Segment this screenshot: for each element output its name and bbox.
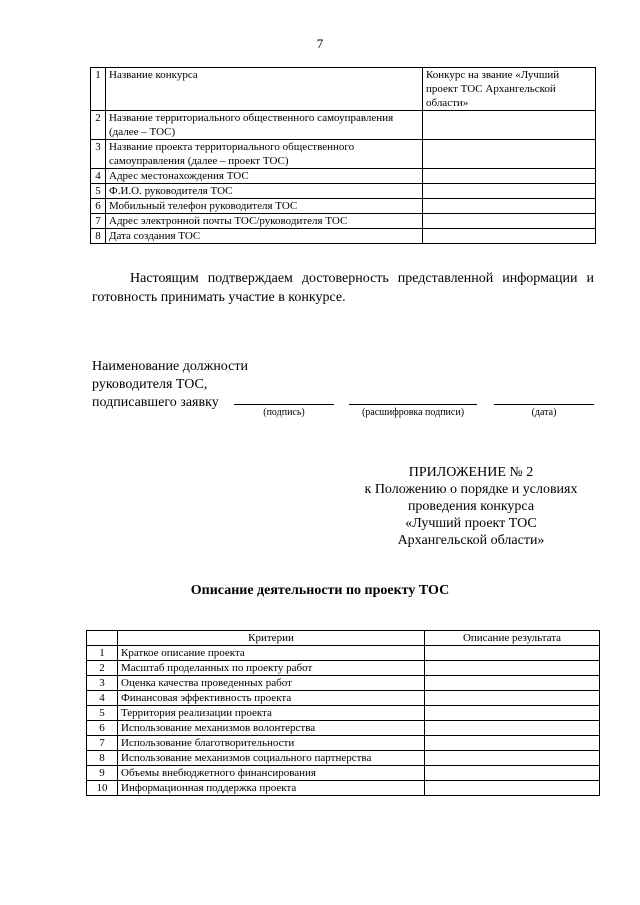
row-number: 9	[87, 766, 118, 781]
row-value[interactable]	[423, 169, 596, 184]
row-number: 3	[87, 676, 118, 691]
row-label: Ф.И.О. руководителя ТОС	[106, 184, 423, 199]
signature-caption: (подпись)	[263, 407, 305, 418]
signature-decoding-caption: (расшифровка подписи)	[361, 407, 465, 418]
row-number: 6	[91, 199, 106, 214]
row-number: 3	[91, 140, 106, 169]
row-number: 2	[91, 111, 106, 140]
row-value[interactable]	[423, 184, 596, 199]
row-criteria: Информационная поддержка проекта	[118, 781, 425, 796]
row-label: Мобильный телефон руководителя ТОС	[106, 199, 423, 214]
row-number: 10	[87, 781, 118, 796]
header-result: Описание результата	[425, 631, 600, 646]
table-row	[91, 214, 596, 229]
confirmation-paragraph	[92, 269, 594, 307]
row-result[interactable]	[425, 706, 600, 721]
signature-decoding-line[interactable]	[349, 404, 477, 405]
appendix-line: к Положению о порядке и условиях	[364, 482, 578, 497]
table-header-row	[87, 631, 600, 646]
row-criteria: Территория реализации проекта	[118, 706, 425, 721]
table-row	[91, 169, 596, 184]
table-row	[87, 736, 600, 751]
confirmation-text: Настоящим подтверждаем достоверность представленной информации и готовность принимать участие в конкурсе.	[92, 271, 594, 305]
appendix-line: Архангельской области»	[397, 533, 545, 548]
row-label: Название территориального общественного самоуправления (далее – ТОС)	[106, 111, 423, 140]
table-row	[91, 140, 596, 169]
row-number: 7	[91, 214, 106, 229]
row-result[interactable]	[425, 691, 600, 706]
page-number: 7	[316, 36, 324, 51]
row-label: Адрес электронной почты ТОС/руководителя ТОС	[106, 214, 423, 229]
row-result[interactable]	[425, 736, 600, 751]
row-value[interactable]: Конкурс на звание «Лучший проект ТОС Архангельской области»	[423, 68, 596, 111]
appendix-header	[320, 464, 622, 549]
appendix-line: ПРИЛОЖЕНИЕ № 2	[408, 465, 534, 480]
table-row	[87, 676, 600, 691]
table-row	[87, 721, 600, 736]
row-value[interactable]	[423, 111, 596, 140]
table-row	[87, 751, 600, 766]
appendix-line: «Лучший проект ТОС	[405, 516, 537, 531]
table-row	[87, 691, 600, 706]
row-criteria: Использование механизмов социального партнерства	[118, 751, 425, 766]
row-number: 8	[91, 229, 106, 244]
table-row	[91, 68, 596, 111]
row-value[interactable]	[423, 214, 596, 229]
row-number: 7	[87, 736, 118, 751]
signatory-title	[92, 358, 248, 412]
table-row	[91, 184, 596, 199]
row-result[interactable]	[425, 781, 600, 796]
table-row	[91, 229, 596, 244]
table-row	[87, 646, 600, 661]
row-criteria: Использование благотворительности	[118, 736, 425, 751]
row-label: Название проекта территориального общественного самоуправления (далее – проект ТОС)	[106, 140, 423, 169]
date-line[interactable]	[494, 404, 594, 405]
row-criteria: Использование механизмов волонтерства	[118, 721, 425, 736]
row-criteria: Масштаб проделанных по проекту работ	[118, 661, 425, 676]
signatory-title-line: Наименование должности	[92, 359, 248, 374]
section-title: Описание деятельности по проекту ТОС	[190, 583, 450, 598]
signature-line[interactable]	[234, 404, 334, 405]
table-row	[87, 706, 600, 721]
row-value[interactable]	[423, 140, 596, 169]
criteria-table	[86, 630, 600, 796]
row-value[interactable]	[423, 199, 596, 214]
table-row	[87, 661, 600, 676]
row-result[interactable]	[425, 676, 600, 691]
row-label: Название конкурса	[106, 68, 423, 111]
row-result[interactable]	[425, 646, 600, 661]
row-result[interactable]	[425, 766, 600, 781]
row-number: 4	[87, 691, 118, 706]
header-criteria: Критерии	[118, 631, 425, 646]
table-row	[87, 766, 600, 781]
row-number: 5	[87, 706, 118, 721]
row-result[interactable]	[425, 721, 600, 736]
row-number: 5	[91, 184, 106, 199]
row-result[interactable]	[425, 661, 600, 676]
row-criteria: Краткое описание проекта	[118, 646, 425, 661]
row-criteria: Оценка качества проведенных работ	[118, 676, 425, 691]
row-label: Дата создания ТОС	[106, 229, 423, 244]
row-number: 2	[87, 661, 118, 676]
row-number: 4	[91, 169, 106, 184]
row-value[interactable]	[423, 229, 596, 244]
row-result[interactable]	[425, 751, 600, 766]
header-number	[87, 631, 118, 646]
table-row	[87, 781, 600, 796]
row-label: Адрес местонахождения ТОС	[106, 169, 423, 184]
row-number: 8	[87, 751, 118, 766]
row-number: 6	[87, 721, 118, 736]
signatory-title-line: руководителя ТОС,	[92, 377, 208, 392]
row-number: 1	[91, 68, 106, 111]
application-info-table	[90, 67, 596, 244]
appendix-line: проведения конкурса	[407, 499, 535, 514]
table-row	[91, 199, 596, 214]
row-criteria: Объемы внебюджетного финансирования	[118, 766, 425, 781]
date-caption: (дата)	[531, 407, 557, 418]
signatory-title-line: подписавшего заявку	[92, 395, 219, 410]
row-criteria: Финансовая эффективность проекта	[118, 691, 425, 706]
table-row	[91, 111, 596, 140]
row-number: 1	[87, 646, 118, 661]
